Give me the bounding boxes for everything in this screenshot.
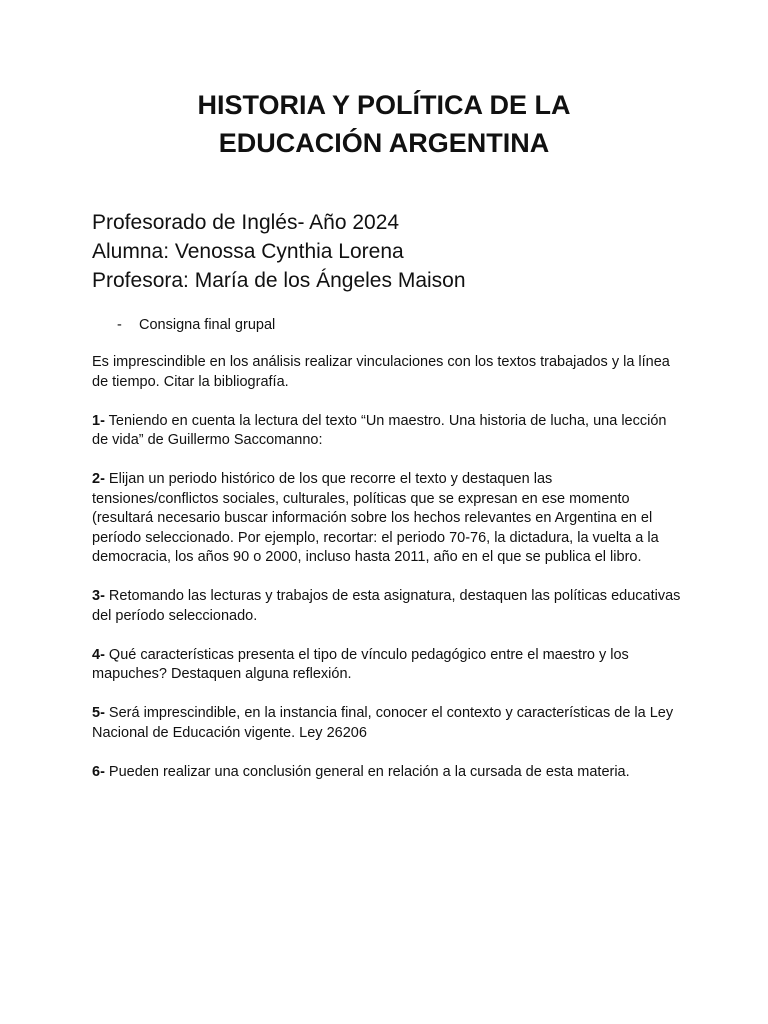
question-number: 4- [92,646,105,663]
course-line: Profesorado de Inglés- Año 2024 [92,211,400,234]
question-4 [92,646,682,685]
question-number: 3- [92,588,105,604]
question-number: 5- [92,705,105,721]
document-title [0,86,768,162]
teacher-line: Profesora: María de los Ángeles Maison [92,269,466,292]
bullet-item [117,316,275,335]
question-5 [92,704,682,743]
intro-paragraph: Es imprescindible en los análisis realizar vinculaciones con los textos trabajados y la línea de tiempo. Citar la bibliografía. [92,354,670,390]
question-number: 1- [92,412,105,429]
question-3 [92,587,682,626]
student-line: Alumna: Venossa Cynthia Lorena [92,240,404,263]
question-1 [92,412,682,451]
title-line-2: EDUCACIÓN ARGENTINA [218,128,550,158]
question-text: Será imprescindible, en la instancia final, conocer el contexto y características de la Ley Nacional de Educación vigente. Ley 26206 [92,705,674,741]
question-number: 6- [92,763,105,780]
bullet-text: Consigna final grupal [139,317,276,333]
question-text: Teniendo en cuenta la lectura del texto “Un maestro. Una historia de lucha, una lección de vida” de Guillermo Saccomanno: [92,412,667,448]
title-line-1: HISTORIA Y POLÍTICA DE LA [197,90,571,120]
question-text: Retomando las lecturas y trabajos de esta asignatura, destaquen las políticas educativas del período seleccionado. [92,588,681,624]
question-number: 2- [92,471,105,487]
document-body [92,353,682,802]
header-info [92,208,466,295]
question-text: Elijan un periodo histórico de los que recorre el texto y destaquen las tensiones/conflictos sociales, culturales, políticas que se expresan en ese momento (resultará necesario buscar información sobre los hechos relevantes en Argentina en el período seleccionado. Por ejemplo, recortar: el periodo 70-76, la dictadura, la vuelta a la democracia, los años 90 o 2000, incluso hasta 2011, año en el que se publica el libro. [92,471,659,565]
question-6 [92,763,682,783]
question-text: Qué características presenta el tipo de vínculo pedagógico entre el maestro y los mapuches? Destaquen alguna reflexión. [92,646,629,682]
question-2 [92,470,682,568]
question-text: Pueden realizar una conclusión general en relación a la cursada de esta materia. [104,763,630,780]
bullet-dash: - [117,317,122,333]
